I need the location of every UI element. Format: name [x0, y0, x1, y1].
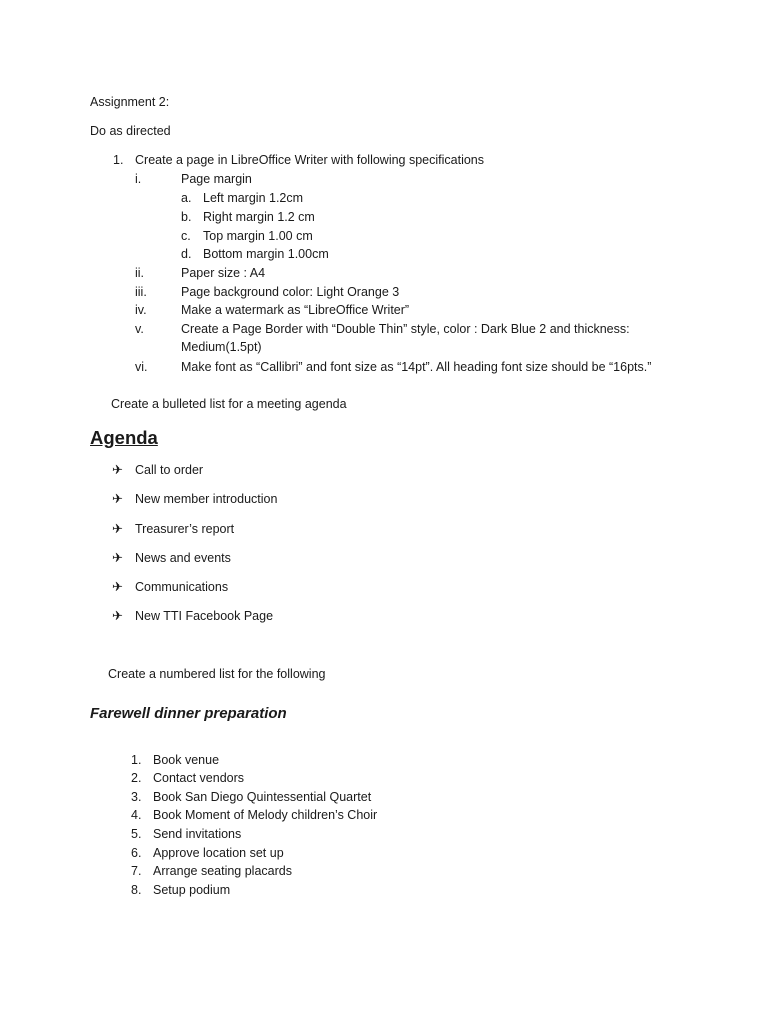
farewell-heading: Farewell dinner preparation: [90, 705, 287, 722]
margin-text: Right margin 1.2 cm: [203, 210, 315, 224]
farewell-item-text: Contact vendors: [153, 771, 245, 785]
agenda-item: Treasurer’s report: [135, 522, 235, 536]
agenda-item: Communications: [135, 580, 229, 594]
margin-text: Top margin 1.00 cm: [203, 229, 313, 243]
farewell-item-text: Setup podium: [153, 883, 231, 897]
spec-text: Create a Page Border with “Double Thin” style, color : Dark Blue 2 and thickness:: [181, 322, 630, 336]
airplane-bullet-icon: ✈: [112, 462, 123, 477]
farewell-item-number: 4.: [131, 808, 142, 822]
airplane-bullet-icon: ✈: [112, 521, 123, 536]
farewell-item-number: 6.: [131, 846, 142, 860]
airplane-bullet-icon: ✈: [112, 608, 123, 623]
farewell-item-number: 3.: [131, 790, 142, 804]
farewell-item-text: Book Moment of Melody children’s Choir: [153, 808, 378, 822]
spec-number: v.: [135, 322, 144, 336]
assignment-title: Assignment 2:: [90, 95, 170, 109]
numbered-list-instruction: Create a numbered list for the following: [108, 667, 326, 681]
farewell-item-number: 1.: [131, 753, 142, 767]
farewell-item-text: Book San Diego Quintessential Quartet: [153, 790, 372, 804]
margin-letter: a.: [181, 191, 192, 205]
airplane-bullet-icon: ✈: [112, 579, 123, 594]
agenda-heading: Agenda: [90, 427, 158, 448]
airplane-bullet-icon: ✈: [112, 550, 123, 565]
spec-number: ii.: [135, 266, 145, 280]
task-text: Create a page in LibreOffice Writer with following specifications: [135, 153, 485, 167]
margin-text: Bottom margin 1.00cm: [203, 247, 329, 261]
spec-text: Page background color: Light Orange 3: [181, 285, 400, 299]
farewell-item-text: Send invitations: [153, 827, 242, 841]
spec-text: Paper size : A4: [181, 266, 266, 280]
margin-letter: d.: [181, 247, 192, 261]
spec-text-continued: Medium(1.5pt): [181, 340, 262, 354]
spec-number: iv.: [135, 303, 147, 317]
margin-letter: c.: [181, 229, 191, 243]
farewell-item-text: Book venue: [153, 753, 220, 767]
farewell-item-number: 8.: [131, 883, 142, 897]
agenda-item: Call to order: [135, 463, 204, 477]
bulleted-list-instruction: Create a bulleted list for a meeting agenda: [111, 397, 347, 411]
farewell-item-number: 2.: [131, 771, 142, 785]
task-number: 1.: [113, 153, 124, 167]
farewell-item-text: Approve location set up: [153, 846, 284, 860]
farewell-item-number: 5.: [131, 827, 142, 841]
spec-text: Make a watermark as “LibreOffice Writer”: [181, 303, 410, 317]
agenda-item: New TTI Facebook Page: [135, 609, 274, 623]
spec-text: Page margin: [181, 172, 252, 186]
spec-number: vi.: [135, 360, 148, 374]
spec-number: i.: [135, 172, 142, 186]
farewell-item-number: 7.: [131, 864, 142, 878]
margin-text: Left margin 1.2cm: [203, 191, 304, 205]
spec-text: Make font as “Callibri” and font size as “14pt”. All heading font size should be “16pts.”: [181, 360, 652, 374]
instruction-text: Do as directed: [90, 124, 171, 138]
agenda-item: New member introduction: [135, 492, 278, 506]
spec-number: iii.: [135, 285, 147, 299]
farewell-item-text: Arrange seating placards: [153, 864, 292, 878]
agenda-item: News and events: [135, 551, 231, 565]
airplane-bullet-icon: ✈: [112, 491, 123, 506]
margin-letter: b.: [181, 210, 192, 224]
